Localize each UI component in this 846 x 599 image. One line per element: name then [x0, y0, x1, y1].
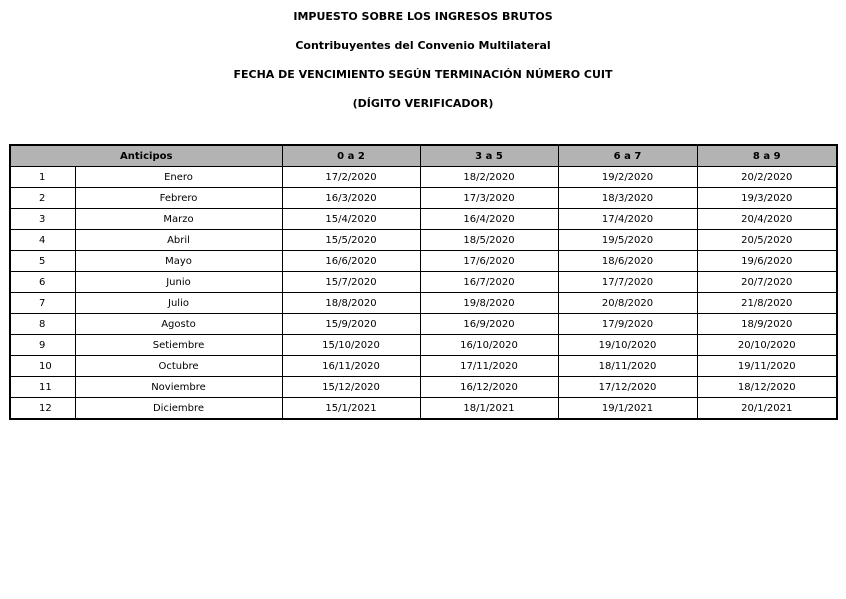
table-row [10, 377, 837, 398]
cell-number: 11 [10, 377, 75, 398]
cell-date-6-7: 17/4/2020 [558, 209, 697, 230]
table-row [10, 314, 837, 335]
cell-month: Febrero [75, 188, 282, 209]
table-row [10, 293, 837, 314]
cell-number: 5 [10, 251, 75, 272]
title-check-digit: (DÍGITO VERIFICADOR) [352, 97, 494, 110]
cell-date-6-7: 17/7/2020 [558, 272, 697, 293]
table-header-row [10, 145, 837, 167]
cell-date-0-2: 15/10/2020 [282, 335, 420, 356]
cell-number: 3 [10, 209, 75, 230]
cell-date-0-2: 15/12/2020 [282, 377, 420, 398]
cell-date-3-5: 18/5/2020 [420, 230, 558, 251]
cell-month: Abril [75, 230, 282, 251]
cell-date-0-2: 16/6/2020 [282, 251, 420, 272]
table-row [10, 230, 837, 251]
cell-number: 12 [10, 398, 75, 420]
cell-month: Agosto [75, 314, 282, 335]
cell-date-0-2: 15/7/2020 [282, 272, 420, 293]
title-due-date: FECHA DE VENCIMIENTO SEGÚN TERMINACIÓN NÚMERO CUIT [233, 68, 613, 81]
table-row [10, 335, 837, 356]
cell-date-3-5: 18/2/2020 [420, 167, 558, 188]
cell-date-3-5: 16/10/2020 [420, 335, 558, 356]
cell-date-6-7: 18/11/2020 [558, 356, 697, 377]
header-digits-6-7: 6 a 7 [558, 145, 697, 167]
cell-month: Mayo [75, 251, 282, 272]
table-row [10, 188, 837, 209]
cell-date-8-9: 18/12/2020 [697, 377, 837, 398]
cell-date-6-7: 20/8/2020 [558, 293, 697, 314]
header-anticipos: Anticipos [10, 145, 282, 167]
cell-date-3-5: 16/9/2020 [420, 314, 558, 335]
cell-date-3-5: 16/7/2020 [420, 272, 558, 293]
cell-date-8-9: 20/7/2020 [697, 272, 837, 293]
cell-date-0-2: 15/9/2020 [282, 314, 420, 335]
cell-date-6-7: 17/9/2020 [558, 314, 697, 335]
table-row [10, 272, 837, 293]
cell-date-6-7: 17/12/2020 [558, 377, 697, 398]
cell-date-3-5: 16/4/2020 [420, 209, 558, 230]
cell-number: 6 [10, 272, 75, 293]
cell-month: Setiembre [75, 335, 282, 356]
cell-date-0-2: 15/1/2021 [282, 398, 420, 420]
header-digits-3-5: 3 a 5 [420, 145, 558, 167]
cell-date-8-9: 20/5/2020 [697, 230, 837, 251]
cell-date-8-9: 19/11/2020 [697, 356, 837, 377]
cell-month: Noviembre [75, 377, 282, 398]
cell-number: 7 [10, 293, 75, 314]
cell-date-8-9: 18/9/2020 [697, 314, 837, 335]
cell-date-3-5: 17/3/2020 [420, 188, 558, 209]
cell-month: Junio [75, 272, 282, 293]
cell-date-3-5: 19/8/2020 [420, 293, 558, 314]
cell-date-8-9: 20/1/2021 [697, 398, 837, 420]
cell-number: 9 [10, 335, 75, 356]
cell-number: 10 [10, 356, 75, 377]
cell-date-3-5: 16/12/2020 [420, 377, 558, 398]
cell-date-0-2: 17/2/2020 [282, 167, 420, 188]
table-row [10, 398, 837, 420]
cell-number: 4 [10, 230, 75, 251]
cell-date-3-5: 17/11/2020 [420, 356, 558, 377]
due-dates-table [9, 144, 838, 420]
cell-date-6-7: 19/5/2020 [558, 230, 697, 251]
table-row [10, 251, 837, 272]
cell-date-8-9: 20/2/2020 [697, 167, 837, 188]
table-body [10, 167, 837, 420]
cell-month: Enero [75, 167, 282, 188]
cell-date-8-9: 20/4/2020 [697, 209, 837, 230]
table-row [10, 209, 837, 230]
header-digits-0-2: 0 a 2 [282, 145, 420, 167]
cell-date-0-2: 16/3/2020 [282, 188, 420, 209]
cell-month: Diciembre [75, 398, 282, 420]
table-row [10, 167, 837, 188]
title-tax: IMPUESTO SOBRE LOS INGRESOS BRUTOS [293, 10, 553, 23]
cell-date-0-2: 15/5/2020 [282, 230, 420, 251]
cell-date-0-2: 16/11/2020 [282, 356, 420, 377]
cell-date-8-9: 19/3/2020 [697, 188, 837, 209]
cell-number: 8 [10, 314, 75, 335]
cell-date-8-9: 19/6/2020 [697, 251, 837, 272]
cell-date-8-9: 21/8/2020 [697, 293, 837, 314]
cell-date-6-7: 19/2/2020 [558, 167, 697, 188]
cell-date-6-7: 18/6/2020 [558, 251, 697, 272]
title-contributors: Contribuyentes del Convenio Multilateral [295, 39, 551, 52]
cell-date-0-2: 15/4/2020 [282, 209, 420, 230]
cell-number: 1 [10, 167, 75, 188]
cell-date-8-9: 20/10/2020 [697, 335, 837, 356]
cell-month: Octubre [75, 356, 282, 377]
cell-date-0-2: 18/8/2020 [282, 293, 420, 314]
cell-month: Julio [75, 293, 282, 314]
header-digits-8-9: 8 a 9 [697, 145, 837, 167]
table-row [10, 356, 837, 377]
cell-number: 2 [10, 188, 75, 209]
cell-date-3-5: 17/6/2020 [420, 251, 558, 272]
cell-date-3-5: 18/1/2021 [420, 398, 558, 420]
cell-month: Marzo [75, 209, 282, 230]
cell-date-6-7: 19/1/2021 [558, 398, 697, 420]
cell-date-6-7: 19/10/2020 [558, 335, 697, 356]
cell-date-6-7: 18/3/2020 [558, 188, 697, 209]
